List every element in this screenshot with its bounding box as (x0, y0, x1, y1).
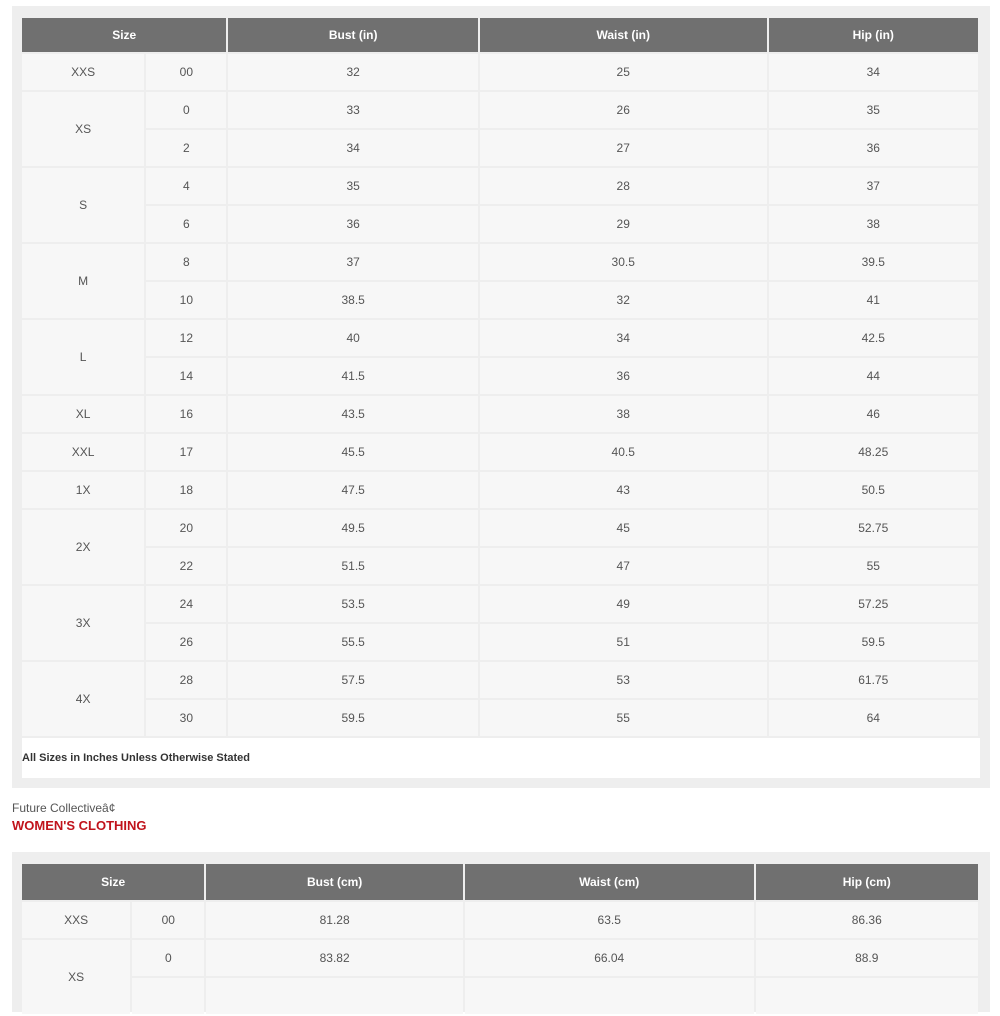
waist-cell: 43 (480, 472, 767, 508)
hip-cell: 50.5 (769, 472, 978, 508)
bust-cell: 57.5 (228, 662, 478, 698)
table-row (22, 548, 978, 584)
waist-cell: 28 (480, 168, 767, 204)
header-waist: Waist (cm) (465, 864, 754, 900)
hip-cell: 41 (769, 282, 978, 318)
hip-cell: 52.75 (769, 510, 978, 546)
size-number-cell: 14 (146, 358, 226, 394)
size-number-cell: 28 (146, 662, 226, 698)
waist-cell: 66.04 (465, 940, 754, 976)
bust-cell: 40 (228, 320, 478, 356)
bust-cell: 55.5 (228, 624, 478, 660)
hip-cell: 48.25 (769, 434, 978, 470)
header-size: Size (22, 864, 204, 900)
bust-cell: 33 (228, 92, 478, 128)
waist-cell: 29 (480, 206, 767, 242)
waist-cell (465, 978, 754, 1014)
waist-cell: 63.5 (465, 902, 754, 938)
hip-cell: 35 (769, 92, 978, 128)
bust-cell: 51.5 (228, 548, 478, 584)
waist-cell: 26 (480, 92, 767, 128)
size-chart-inches-table (20, 16, 980, 738)
hip-cell: 88.9 (756, 940, 979, 976)
size-label-cell: XXL (22, 434, 144, 470)
hip-cell: 57.25 (769, 586, 978, 622)
waist-cell: 49 (480, 586, 767, 622)
table-row (22, 510, 978, 546)
waist-cell: 55 (480, 700, 767, 736)
size-number-cell: 0 (146, 92, 226, 128)
size-label-cell: 1X (22, 472, 144, 508)
brand-name: Future Collectiveâ¢ (12, 801, 116, 815)
table-row (22, 700, 978, 736)
waist-cell: 45 (480, 510, 767, 546)
table-row (22, 130, 978, 166)
size-label-cell: M (22, 244, 144, 318)
bust-cell: 32 (228, 54, 478, 90)
table-header-row (22, 864, 978, 900)
table-row (22, 434, 978, 470)
table-row (22, 358, 978, 394)
size-label-cell: 2X (22, 510, 144, 584)
bust-cell: 45.5 (228, 434, 478, 470)
table-row (22, 54, 978, 90)
table-row (22, 92, 978, 128)
table-row (22, 978, 978, 1014)
size-number-cell: 30 (146, 700, 226, 736)
size-number-cell: 18 (146, 472, 226, 508)
bust-cell: 83.82 (206, 940, 463, 976)
hip-cell: 55 (769, 548, 978, 584)
waist-cell: 40.5 (480, 434, 767, 470)
size-label-cell: 3X (22, 586, 144, 660)
bust-cell (206, 978, 463, 1014)
bust-cell: 81.28 (206, 902, 463, 938)
table-row (22, 206, 978, 242)
table-row (22, 662, 978, 698)
hip-cell: 42.5 (769, 320, 978, 356)
header-waist: Waist (in) (480, 18, 767, 52)
waist-cell: 27 (480, 130, 767, 166)
size-number-cell: 10 (146, 282, 226, 318)
table-row (22, 586, 978, 622)
size-label-cell: XXS (22, 54, 144, 90)
header-bust: Bust (cm) (206, 864, 463, 900)
size-number-cell: 0 (132, 940, 204, 976)
waist-cell: 38 (480, 396, 767, 432)
hip-cell: 36 (769, 130, 978, 166)
hip-cell: 38 (769, 206, 978, 242)
bust-cell: 59.5 (228, 700, 478, 736)
bust-cell: 49.5 (228, 510, 478, 546)
waist-cell: 36 (480, 358, 767, 394)
size-chart-cm-table (20, 862, 980, 1016)
size-number-cell: 00 (132, 902, 204, 938)
size-number-cell: 17 (146, 434, 226, 470)
table-row (22, 320, 978, 356)
size-label-cell: XS (22, 940, 130, 1014)
header-hip: Hip (cm) (756, 864, 979, 900)
bust-cell: 41.5 (228, 358, 478, 394)
size-number-cell: 2 (146, 130, 226, 166)
size-number-cell: 4 (146, 168, 226, 204)
hip-cell: 61.75 (769, 662, 978, 698)
size-number-cell: 24 (146, 586, 226, 622)
header-bust: Bust (in) (228, 18, 478, 52)
hip-cell: 46 (769, 396, 978, 432)
waist-cell: 34 (480, 320, 767, 356)
bust-cell: 43.5 (228, 396, 478, 432)
table-row (22, 244, 978, 280)
waist-cell: 51 (480, 624, 767, 660)
size-number-cell (132, 978, 204, 1014)
bust-cell: 34 (228, 130, 478, 166)
table-row (22, 624, 978, 660)
size-chart-inches-panel (12, 6, 990, 788)
table-header-row (22, 18, 978, 52)
hip-cell: 64 (769, 700, 978, 736)
size-label-cell: L (22, 320, 144, 394)
waist-cell: 32 (480, 282, 767, 318)
size-number-cell: 16 (146, 396, 226, 432)
size-chart-cm-panel (12, 852, 990, 1012)
size-number-cell: 22 (146, 548, 226, 584)
waist-cell: 30.5 (480, 244, 767, 280)
bust-cell: 37 (228, 244, 478, 280)
table-row (22, 472, 978, 508)
header-size: Size (22, 18, 226, 52)
size-label-cell: XL (22, 396, 144, 432)
waist-cell: 53 (480, 662, 767, 698)
bust-cell: 36 (228, 206, 478, 242)
hip-cell: 59.5 (769, 624, 978, 660)
header-hip: Hip (in) (769, 18, 978, 52)
size-label-cell: XS (22, 92, 144, 166)
waist-cell: 47 (480, 548, 767, 584)
table-row (22, 940, 978, 976)
bust-cell: 35 (228, 168, 478, 204)
waist-cell: 25 (480, 54, 767, 90)
table-row (22, 902, 978, 938)
size-number-cell: 8 (146, 244, 226, 280)
hip-cell: 37 (769, 168, 978, 204)
size-label-cell: 4X (22, 662, 144, 736)
size-number-cell: 12 (146, 320, 226, 356)
bust-cell: 47.5 (228, 472, 478, 508)
table-row (22, 282, 978, 318)
size-number-cell: 20 (146, 510, 226, 546)
hip-cell: 34 (769, 54, 978, 90)
table-row (22, 168, 978, 204)
table-row (22, 396, 978, 432)
hip-cell (756, 978, 979, 1014)
bust-cell: 38.5 (228, 282, 478, 318)
section-title: WOMEN'S CLOTHING (12, 818, 147, 833)
hip-cell: 44 (769, 358, 978, 394)
bust-cell: 53.5 (228, 586, 478, 622)
size-label-cell: S (22, 168, 144, 242)
size-number-cell: 26 (146, 624, 226, 660)
size-number-cell: 6 (146, 206, 226, 242)
size-label-cell: XXS (22, 902, 130, 938)
size-number-cell: 00 (146, 54, 226, 90)
units-note: All Sizes in Inches Unless Otherwise Stated (22, 738, 980, 778)
hip-cell: 86.36 (756, 902, 979, 938)
hip-cell: 39.5 (769, 244, 978, 280)
